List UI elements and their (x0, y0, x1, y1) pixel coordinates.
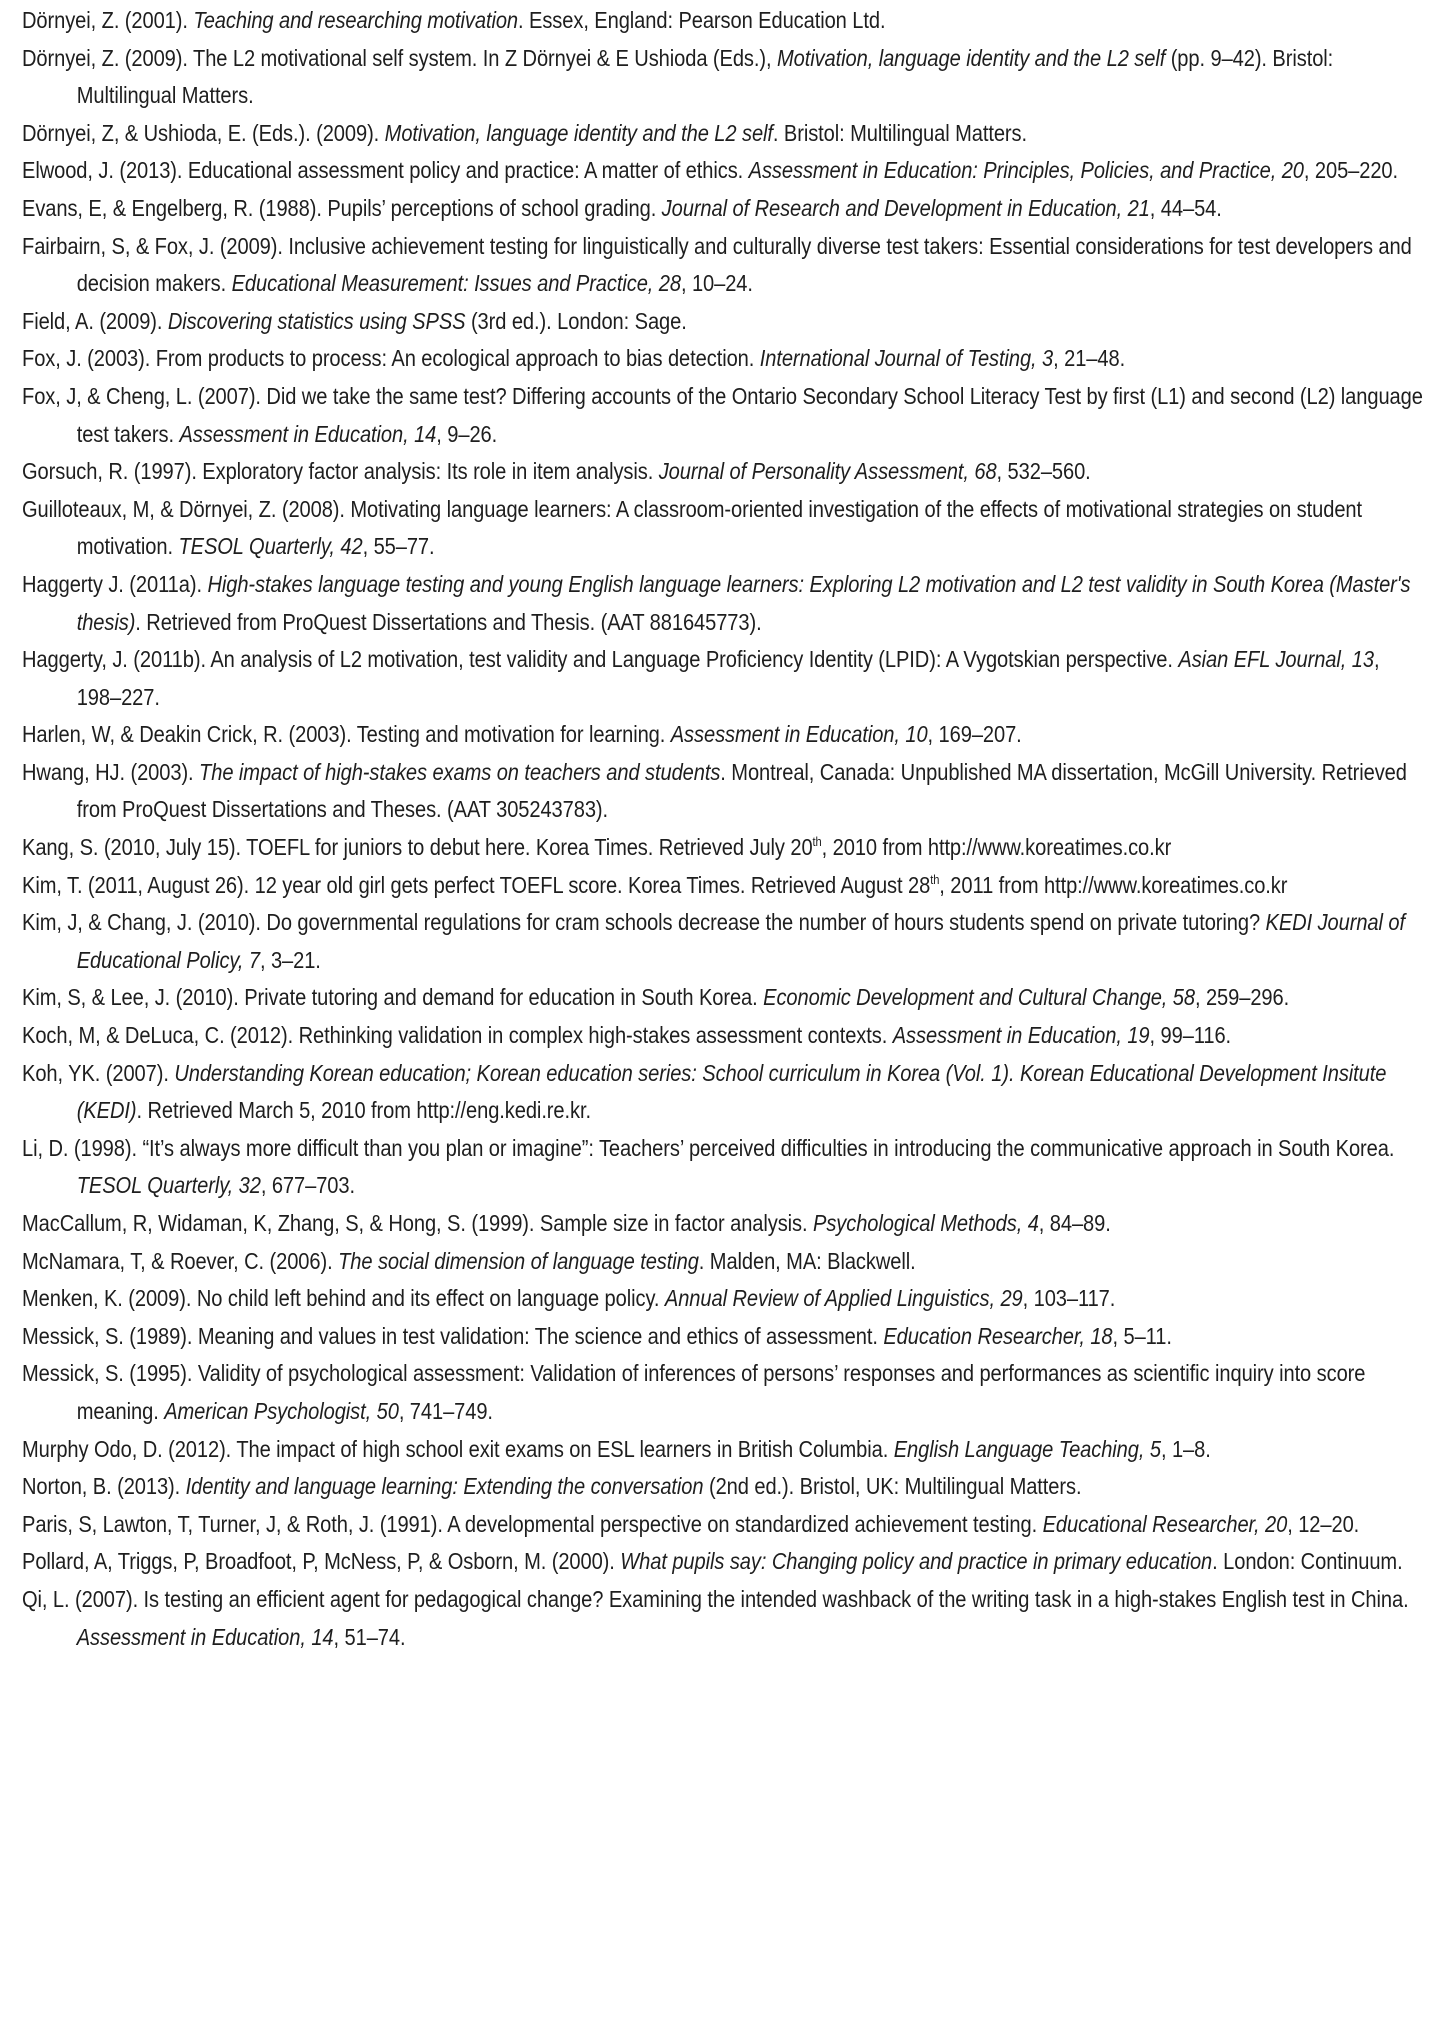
reference-text: Fox, J, & Cheng, L. (2007). Did we take the same test? Differing accounts of the Ontario Secondary School Literacy Test by first (L1) and second (L2) language test takers. (22, 382, 1423, 447)
reference-superscript: th (812, 834, 822, 850)
reference-superscript: th (930, 871, 940, 887)
reference-text: Hwang, HJ. (2003). (22, 758, 200, 785)
reference-text: . Essex, England: Pearson Education Ltd. (518, 7, 886, 33)
reference-text: Dörnyei, Z. (2009). The L2 motivational self system. In Z Dörnyei & E Ushioda (Eds.), (22, 44, 777, 71)
reference-entry (22, 228, 1424, 303)
reference-text: Kim, J, & Chang, J. (2010). Do governmental regulations for cram schools decrease the number of hours students spend on private tutoring? (22, 909, 1266, 936)
reference-entry (22, 40, 1424, 115)
reference-entry (22, 1243, 1424, 1281)
reference-text: , 10–24. (680, 270, 753, 297)
reference-italic-text: Motivation, language identity and the L2 self (776, 44, 1166, 71)
reference-text: MacCallum, R, Widaman, K, Zhang, S, & Hong, S. (1999). Sample size in factor analysis. (22, 1210, 814, 1236)
reference-italic-text: Motivation, language identity and the L2 self (384, 119, 773, 146)
reference-entry (22, 1355, 1424, 1430)
reference-text: . Montreal, Canada: Unpublished MA dissertation, McGill University. Retrieved from ProQuest Dissertations and Theses. (AAT 305243783). (76, 758, 1407, 823)
reference-italic-text: The social dimension of language testing (338, 1247, 699, 1274)
reference-text: , 12–20. (1287, 1510, 1360, 1537)
reference-text: , 103–117. (1022, 1285, 1116, 1312)
reference-text: , 99–116. (1149, 1022, 1232, 1049)
reference-text: , 55–77. (362, 533, 435, 560)
reference-italic-text: The impact of high-stakes exams on teachers and students (199, 758, 721, 785)
reference-text: Harlen, W, & Deakin Crick, R. (2003). Testing and motivation for learning. (22, 721, 671, 748)
reference-entry (22, 1280, 1424, 1318)
reference-text: , 2011 from http://www.koreatimes.co.kr (939, 871, 1288, 898)
reference-text: Messick, S. (1995). Validity of psychological assessment: Validation of inferences of persons’ responses and performances as scientific inquiry into score meaning. (22, 1360, 1366, 1424)
reference-italic-text: KEDI Journal of Educational Policy, 7 (76, 909, 1405, 973)
reference-text: Menken, K. (2009). No child left behind and its effect on language policy. (22, 1285, 665, 1312)
reference-text: Paris, S, Lawton, T, Turner, J, & Roth, J. (1991). A developmental perspective on standardized achievement testing. (22, 1510, 1043, 1537)
reference-entry (22, 1017, 1424, 1055)
reference-entry (22, 378, 1424, 453)
reference-entry (22, 491, 1424, 566)
reference-italic-text: Journal of Personality Assessment, 68 (658, 458, 997, 485)
reference-text: , 532–560. (996, 458, 1091, 485)
reference-text: . London: Continuum. (1212, 1548, 1403, 1575)
reference-entry (22, 1581, 1424, 1656)
reference-text: (3rd ed.). London: Sage. (465, 307, 687, 334)
reference-italic-text: Asian EFL Journal, 13 (1178, 646, 1374, 673)
reference-text: . Retrieved March 5, 2010 from http://eng.kedi.re.kr. (136, 1097, 591, 1124)
reference-italic-text: Educational Researcher, 20 (1042, 1510, 1288, 1537)
reference-entry (22, 1506, 1424, 1544)
reference-italic-text: Annual Review of Applied Linguistics, 29 (664, 1285, 1023, 1312)
reference-text: Koch, M, & DeLuca, C. (2012). Rethinking validation in complex high-stakes assessment contexts. (22, 1022, 893, 1049)
reference-entry (22, 566, 1424, 641)
reference-italic-text: Discovering statistics using SPSS (167, 307, 466, 334)
reference-italic-text: Educational Measurement: Issues and Practice, 28 (231, 270, 681, 297)
reference-text: , 259–296. (1194, 984, 1290, 1011)
reference-text: , 169–207. (927, 721, 1022, 748)
reference-text: , 44–54. (1149, 194, 1222, 221)
reference-italic-text: American Psychologist, 50 (164, 1397, 399, 1424)
reference-text: Qi, L. (2007). Is testing an efficient agent for pedagogical change? Examining the intended washback of the writing task in a high-stakes English test in China. (22, 1585, 1409, 1612)
reference-entry (22, 2, 1424, 40)
reference-text: , 9–26. (436, 420, 498, 447)
reference-text: Guilloteaux, M, & Dörnyei, Z. (2008). Motivating language learners: A classroom-oriented investigation of the effects of motivational strategies on student motivation. (22, 495, 1362, 560)
reference-text: Messick, S. (1989). Meaning and values in test validation: The science and ethics of assessment. (22, 1322, 884, 1349)
reference-entry (22, 867, 1424, 905)
reference-text: Kim, S, & Lee, J. (2010). Private tutoring and demand for education in South Korea. (22, 984, 764, 1011)
reference-text: Haggerty, J. (2011b). An analysis of L2 motivation, test validity and Language Proficiency Identity (LPID): A Vygotskian perspective. (22, 646, 1179, 673)
reference-entry (22, 979, 1424, 1017)
reference-text: , 51–74. (333, 1623, 406, 1650)
reference-text: Fox, J. (2003). From products to process: An ecological approach to bias detection. (22, 345, 760, 372)
reference-text: , 205–220. (1303, 157, 1399, 184)
reference-text: Norton, B. (2013). (22, 1473, 186, 1500)
reference-italic-text: Assessment in Education, 14 (179, 420, 437, 447)
reference-italic-text: TESOL Quarterly, 42 (178, 533, 363, 560)
reference-text: . Retrieved from ProQuest Dissertations and Thesis. (AAT 881645773). (135, 608, 762, 635)
reference-text: Field, A. (2009). (22, 307, 168, 334)
reference-italic-text: What pupils say: Changing policy and practice in primary education (620, 1548, 1213, 1575)
reference-text: , 5–11. (1112, 1322, 1172, 1349)
reference-text: , 198–227. (76, 646, 1380, 710)
reference-entry (22, 904, 1424, 979)
reference-text: (pp. 9–42). Bristol: Multilingual Matters. (76, 44, 1334, 109)
reference-text: Pollard, A, Triggs, P, Broadfoot, P, McNess, P, & Osborn, M. (2000). (22, 1548, 621, 1575)
reference-entry (22, 1130, 1424, 1205)
reference-text: Fairbairn, S, & Fox, J. (2009). Inclusive achievement testing for linguistically and culturally diverse test takers: Essential considerations for test developers and decision makers. (22, 232, 1412, 297)
reference-entry (22, 1431, 1424, 1469)
reference-italic-text: Psychological Methods, 4 (813, 1210, 1039, 1236)
reference-text: Dörnyei, Z. (2001). (22, 7, 194, 33)
reference-text: , 84–89. (1038, 1210, 1111, 1236)
reference-entry (22, 716, 1424, 754)
reference-entry (22, 1055, 1424, 1130)
reference-entry (22, 190, 1424, 228)
reference-italic-text: English Language Teaching, 5 (893, 1435, 1161, 1462)
reference-text: , 3–21. (259, 946, 321, 973)
reference-text: Haggerty J. (2011a). (22, 570, 208, 597)
reference-italic-text: Journal of Research and Development in Education, 21 (661, 194, 1150, 221)
reference-italic-text: Understanding Korean education; Korean education series: School curriculum in Korea (Vol. 1). Korean Educational Development Insitute (KEDI) (76, 1059, 1387, 1124)
reference-italic-text: Assessment in Education, 14 (76, 1623, 334, 1650)
reference-entry (22, 829, 1424, 867)
reference-text: Li, D. (1998). “It’s always more difficult than you plan or imagine”: Teachers’ perceived difficulties in introducing the communicative approach in South Korea. (22, 1134, 1395, 1161)
reference-italic-text: Assessment in Education, 19 (892, 1022, 1150, 1049)
reference-entry (22, 641, 1424, 716)
reference-entry (22, 303, 1424, 341)
reference-text: Gorsuch, R. (1997). Exploratory factor analysis: Its role in item analysis. (22, 458, 659, 485)
reference-text: Kang, S. (2010, July 15). TOEFL for juniors to debut here. Korea Times. Retrieved July 20 (22, 834, 813, 861)
reference-italic-text: Education Researcher, 18 (883, 1322, 1113, 1349)
reference-entry (22, 453, 1424, 491)
reference-text: , 1–8. (1160, 1435, 1211, 1462)
reference-text: , 677–703. (260, 1172, 355, 1199)
reference-italic-text: Teaching and researching motivation (193, 7, 519, 33)
reference-text: , 741–749. (398, 1397, 493, 1424)
reference-text: Dörnyei, Z, & Ushioda, E. (Eds.). (2009). (22, 119, 385, 146)
reference-entry (22, 152, 1424, 190)
reference-italic-text: International Journal of Testing, 3 (759, 345, 1054, 372)
reference-text: . Bristol: Multilingual Matters. (772, 119, 1027, 146)
reference-italic-text: TESOL Quarterly, 32 (76, 1172, 261, 1199)
reference-entry (22, 1205, 1424, 1243)
reference-italic-text: Identity and language learning: Extending the conversation (185, 1473, 704, 1500)
reference-italic-text: Assessment in Education: Principles, Policies, and Practice, 20 (748, 157, 1304, 184)
reference-text: , 21–48. (1053, 345, 1126, 372)
reference-text: , 2010 from http://www.koreatimes.co.kr (821, 834, 1172, 861)
reference-entry (22, 115, 1424, 153)
reference-text: McNamara, T, & Roever, C. (2006). (22, 1247, 339, 1274)
reference-list (22, 2, 1424, 1656)
reference-italic-text: Economic Development and Cultural Change, 58 (763, 984, 1195, 1011)
reference-text: . Malden, MA: Blackwell. (698, 1247, 916, 1274)
reference-italic-text: High-stakes language testing and young English language learners: Exploring L2 motivation and L2 test validity in South Korea (Master's thesis) (76, 570, 1411, 635)
reference-text: (2nd ed.). Bristol, UK: Multilingual Matters. (703, 1473, 1082, 1500)
reference-text: Elwood, J. (2013). Educational assessment policy and practice: A matter of ethics. (22, 157, 749, 184)
reference-text: Murphy Odo, D. (2012). The impact of high school exit exams on ESL learners in British Columbia. (22, 1435, 894, 1462)
reference-entry (22, 1318, 1424, 1356)
reference-text: Evans, E, & Engelberg, R. (1988). Pupils’ perceptions of school grading. (22, 194, 662, 221)
reference-text: Kim, T. (2011, August 26). 12 year old girl gets perfect TOEFL score. Korea Times. Retrieved August 28 (22, 871, 931, 898)
reference-entry (22, 1543, 1424, 1581)
reference-entry (22, 340, 1424, 378)
reference-italic-text: Assessment in Education, 10 (670, 721, 928, 748)
reference-entry (22, 1468, 1424, 1506)
reference-text: Koh, YK. (2007). (22, 1059, 175, 1086)
reference-entry (22, 754, 1424, 829)
